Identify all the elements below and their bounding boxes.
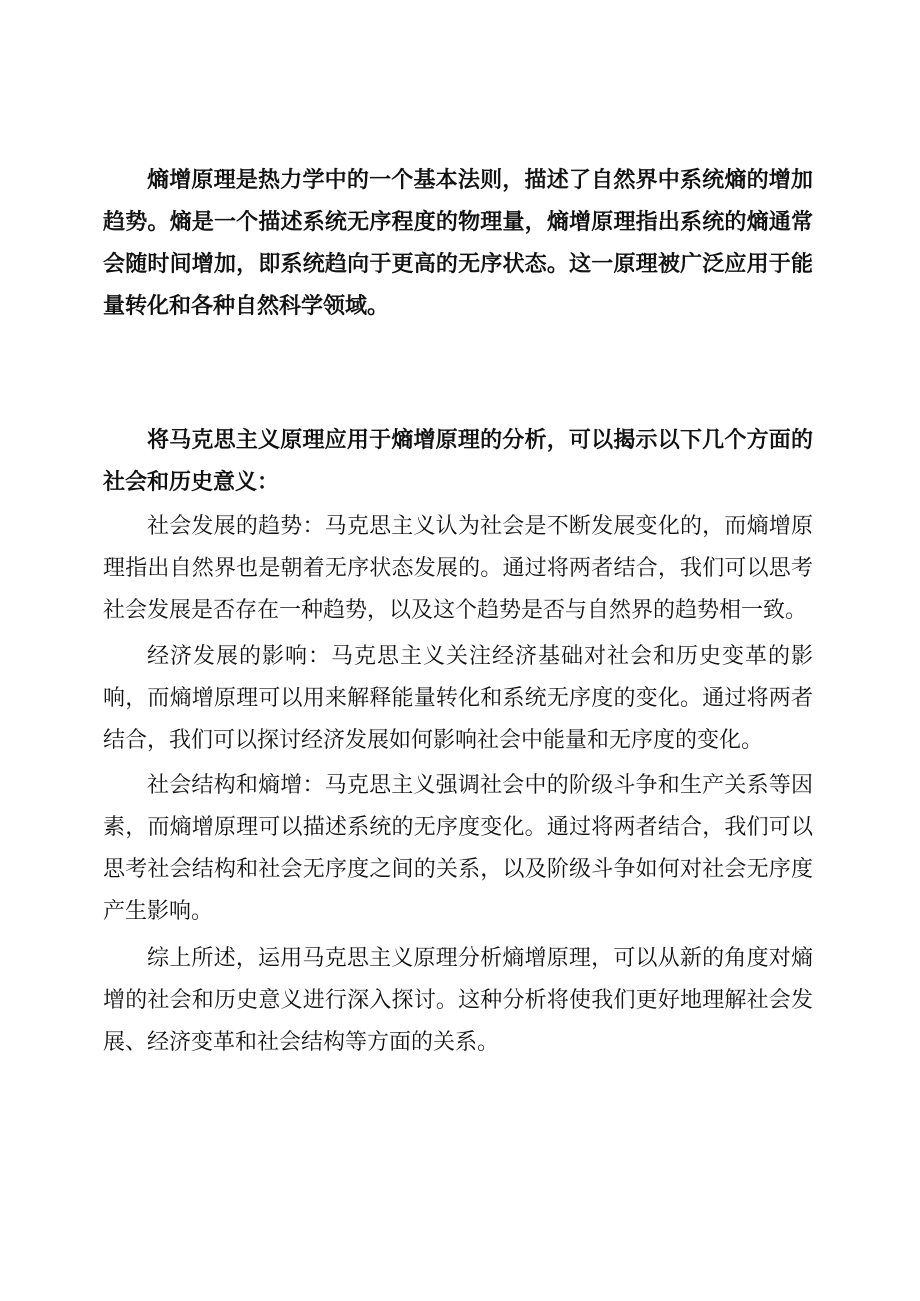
analysis-intro-paragraph: 将马克思主义原理应用于熵增原理的分析，可以揭示以下几个方面的社会和历史意义： [103, 428, 813, 495]
intro-paragraph: 熵增原理是热力学中的一个基本法则，描述了自然界中系统熵的增加趋势。熵是一个描述系统无序程度的物理量，熵增原理指出系统的熵通常会随时间增加，即系统趋向于更高的无序状态。这一原理被广泛应用于能量转化和各种自然科学领域。 [103, 168, 813, 319]
economic-development-paragraph: 经济发展的影响：马克思主义关注经济基础对社会和历史变革的影响，而熵增原理可以用来解释能量转化和系统无序度的变化。通过将两者结合，我们可以探讨经济发展如何影响社会中能量和无序度的变化。 [103, 644, 813, 753]
social-development-paragraph: 社会发展的趋势：马克思主义认为社会是不断发展变化的，而熵增原理指出自然界也是朝着无序状态发展的。通过将两者结合，我们可以思考社会发展是否存在一种趋势，以及这个趋势是否与自然界的趋势相一致。 [103, 514, 813, 623]
conclusion-paragraph: 综上所述，运用马克思主义原理分析熵增原理，可以从新的角度对熵增的社会和历史意义进行深入探讨。这种分析将使我们更好地理解社会发展、经济变革和社会结构等方面的关系。 [103, 946, 813, 1055]
social-structure-paragraph: 社会结构和熵增：马克思主义强调社会中的阶级斗争和生产关系等因素，而熵增原理可以描述系统的无序度变化。通过将两者结合，我们可以思考社会结构和社会无序度之间的关系，以及阶级斗争如何对社会无序度产生影响。 [103, 773, 813, 924]
